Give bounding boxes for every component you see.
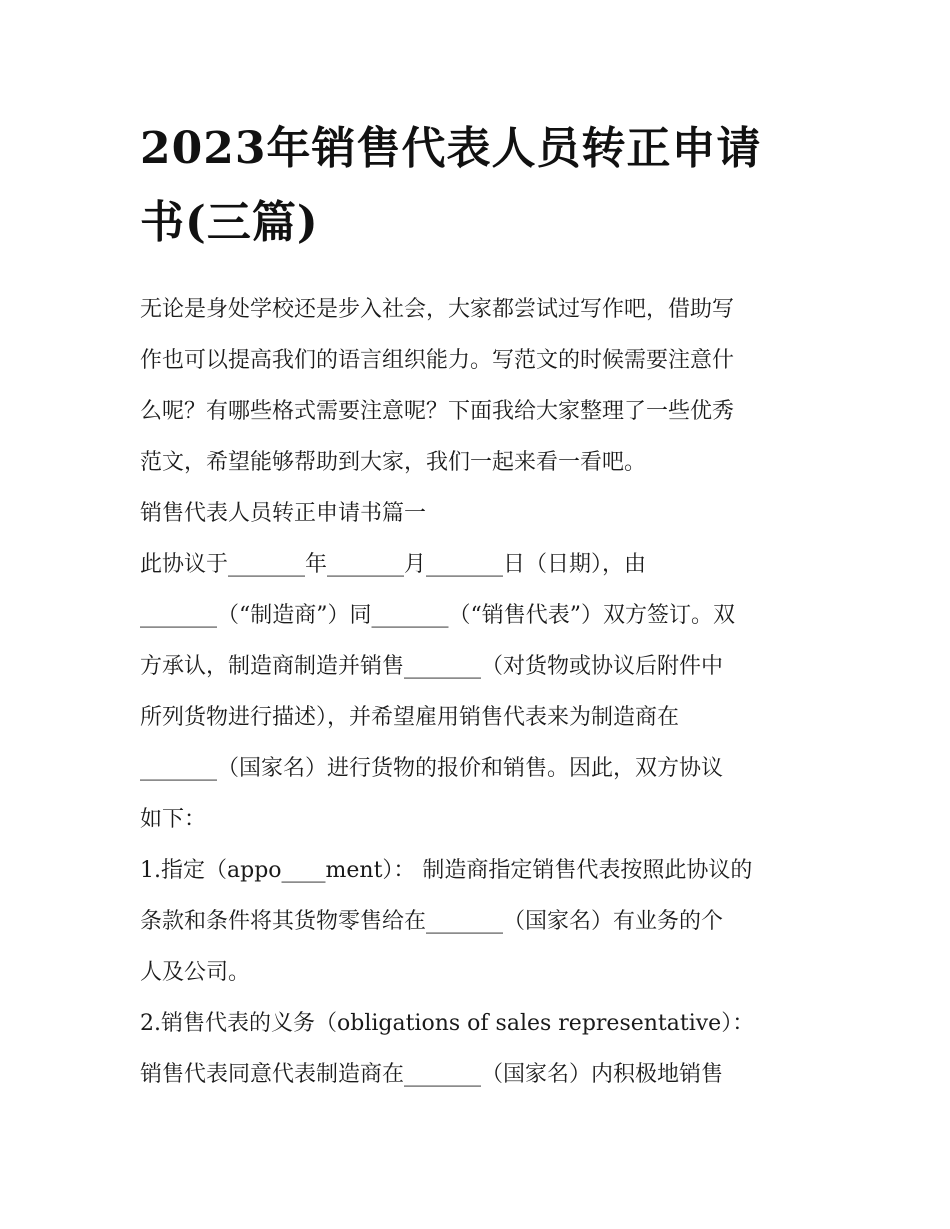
- clause-1-appointment: [140, 845, 812, 998]
- text-line: 方承认，制造商制造并销售_______（对货物或协议后附件中: [140, 654, 724, 679]
- text-line: 2.销售代表的义务（obligations of sales representative）：: [140, 1011, 755, 1036]
- text-line: 销售代表同意代表制造商在_______（国家名）内积极地销售: [140, 1062, 724, 1087]
- title-line: 书(三篇): [140, 197, 319, 248]
- text-line: 么呢？有哪些格式需要注意呢？下面我给大家整理了一些优秀: [140, 399, 735, 424]
- document-content: [140, 112, 812, 1100]
- clause-2-body: [140, 1049, 812, 1100]
- section-heading-part-one: [140, 488, 812, 539]
- text-line: _______（“制造商”）同_______（“销售代表”）双方签订。双: [140, 603, 735, 628]
- intro-paragraph: [140, 284, 812, 488]
- text-line: 范文，希望能够帮助到大家，我们一起来看一看吧。: [140, 450, 647, 475]
- text-line: _______（国家名）进行货物的报价和销售。因此，双方协议: [140, 756, 724, 781]
- text-line: 条款和条件将其货物零售给在_______（国家名）有业务的个: [140, 909, 724, 934]
- text-line: 作也可以提高我们的语言组织能力。写范文的时候需要注意什: [140, 348, 735, 373]
- agreement-preamble: [140, 539, 812, 845]
- text-line: 如下：: [140, 807, 207, 832]
- text-line: 人及公司。: [140, 960, 251, 985]
- text-line: 1.指定（appo____ment）： 制造商指定销售代表按照此协议的: [140, 858, 753, 883]
- text-line: 此协议于_______年_______月_______日（日期），由: [140, 552, 647, 577]
- text-line: 无论是身处学校还是步入社会，大家都尝试过写作吧，借助写: [140, 297, 735, 322]
- title-line: 2023年销售代表人员转正申请: [140, 123, 762, 174]
- text-line: 所列货物进行描述），并希望雇用销售代表来为制造商在: [140, 705, 680, 730]
- clause-2-heading: [140, 998, 812, 1049]
- document-title: [140, 112, 812, 260]
- text-line: 销售代表人员转正申请书篇一: [140, 501, 427, 526]
